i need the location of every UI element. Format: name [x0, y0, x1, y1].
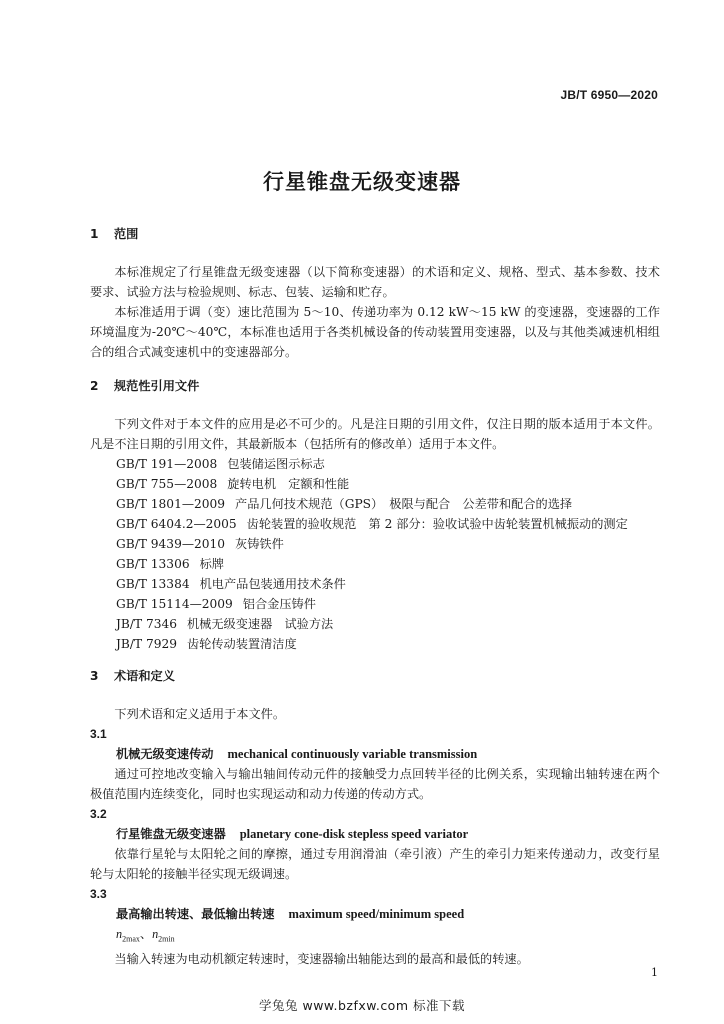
- watermark-footer: 学兔兔 www.bzfxw.com 标准下载: [259, 998, 465, 1013]
- reference-item: [90, 514, 660, 534]
- term-symbols: [90, 924, 660, 949]
- reference-title: 旋转电机 定额和性能: [227, 477, 350, 491]
- section-terms: [90, 666, 660, 686]
- term-name-zh: 行星锥盘无级变速器: [116, 827, 226, 841]
- term-number: 3.1: [90, 727, 107, 741]
- reference-item: [90, 574, 660, 594]
- section-heading: [90, 666, 660, 686]
- paragraph: 下列文件对于本文件的应用是必不可少的。凡是注日期的引用文件，仅注日期的版本适用于本文件。凡是不注日期的引用文件，其最新版本（包括所有的修改单）适用于本文件。: [90, 417, 660, 451]
- section-title: 范围: [114, 227, 139, 241]
- term-name-en: mechanical continuously variable transmission: [227, 747, 478, 761]
- reference-item: [90, 534, 660, 554]
- symbol: n: [116, 927, 123, 941]
- reference-code: GB/T 13384: [116, 577, 190, 591]
- section-title: 规范性引用文件: [114, 379, 200, 393]
- term-name-zh: 最高输出转速、最低输出转速: [116, 907, 275, 921]
- standard-number: JB/T 6950—2020: [560, 88, 658, 102]
- reference-code: JB/T 7346: [116, 617, 177, 631]
- term-number: 3.3: [90, 887, 107, 901]
- symbol: n: [152, 927, 159, 941]
- term-number: 3.2: [90, 807, 107, 821]
- symbol-separator: 、: [139, 927, 153, 941]
- section-normative-references: [90, 376, 660, 396]
- section-number: 2: [90, 379, 99, 393]
- reference-code: JB/T 7929: [116, 637, 177, 651]
- section-number: 1: [90, 227, 99, 241]
- reference-title: 灰铸铁件: [235, 537, 284, 551]
- term-name: [90, 824, 660, 844]
- term-definition: 依靠行星轮与太阳轮之间的摩擦，通过专用润滑油（牵引液）产生的牵引力矩来传递动力，改变行星轮与太阳轮的接触半径实现无级调速。: [90, 847, 660, 881]
- section-title: 术语和定义: [114, 669, 175, 683]
- reference-title: 铝合金压铸件: [242, 597, 316, 611]
- reference-item: [90, 474, 660, 494]
- reference-title: 齿轮装置的验收规范 第 2 部分：验收试验中齿轮装置机械振动的测定: [246, 517, 628, 531]
- section-heading: [90, 376, 660, 396]
- reference-code: GB/T 9439—2010: [116, 537, 226, 551]
- page-number: 1: [651, 966, 658, 979]
- document-title: 行星锥盘无级变速器: [263, 170, 461, 194]
- reference-title: 包装储运图示标志: [227, 457, 325, 471]
- reference-item: [90, 454, 660, 474]
- reference-code: GB/T 13306: [116, 557, 190, 571]
- reference-list: [90, 454, 660, 654]
- paragraph: 本标准适用于调（变）速比范围为 5～10、传递功率为 0.12 kW～15 kW 的变速器，变速器的工作环境温度为-20℃～40℃，本标准也适用于各类机械设备的传动装置用变速器，以及与其他类减速机相组合的组合式减变速机中的变速器部分。: [90, 305, 660, 359]
- reference-item: [90, 614, 660, 634]
- reference-item: [90, 594, 660, 614]
- symbol-subscript: 2max: [122, 934, 140, 944]
- section-scope: [90, 224, 660, 244]
- scope-body: [90, 262, 660, 362]
- term-name: [90, 904, 660, 924]
- reference-item: [90, 554, 660, 574]
- reference-title: 机电产品包装通用技术条件: [199, 577, 346, 591]
- reference-code: GB/T 1801—2009: [116, 497, 226, 511]
- reference-code: GB/T 191—2008: [116, 457, 218, 471]
- section-heading: [90, 224, 660, 244]
- term-definition: 通过可控地改变输入与输出轴间传动元件的接触受力点回转半径的比例关系，实现输出轴转速在两个极值范围内连续变化，同时也实现运动和动力传递的传动方式。: [90, 767, 660, 801]
- reference-item: [90, 494, 660, 514]
- symbol-subscript: 2min: [158, 934, 175, 944]
- reference-code: GB/T 15114—2009: [116, 597, 233, 611]
- term-name: [90, 744, 660, 764]
- section-number: 3: [90, 669, 99, 683]
- reference-title: 产品几何技术规范（GPS） 极限与配合 公差带和配合的选择: [235, 497, 573, 511]
- reference-code: GB/T 6404.2—2005: [116, 517, 237, 531]
- reference-title: 齿轮传动装置清洁度: [186, 637, 297, 651]
- paragraph: 本标准规定了行星锥盘无级变速器（以下简称变速器）的术语和定义、规格、型式、基本参数、技术要求、试验方法与检验规则、标志、包装、运输和贮存。: [90, 265, 660, 299]
- reference-title: 标牌: [199, 557, 224, 571]
- term-name-en: planetary cone-disk stepless speed variator: [239, 827, 469, 841]
- terms-body: [90, 704, 660, 969]
- references-body: [90, 414, 660, 654]
- term-name-zh: 机械无级变速传动: [116, 747, 214, 761]
- reference-title: 机械无级变速器 试验方法: [186, 617, 334, 631]
- paragraph: 下列术语和定义适用于本文件。: [114, 707, 286, 721]
- reference-item: [90, 634, 660, 654]
- reference-code: GB/T 755—2008: [116, 477, 218, 491]
- term-definition: 当输入转速为电动机额定转速时，变速器输出轴能达到的最高和最低的转速。: [114, 952, 529, 967]
- term-name-en: maximum speed/minimum speed: [288, 907, 465, 921]
